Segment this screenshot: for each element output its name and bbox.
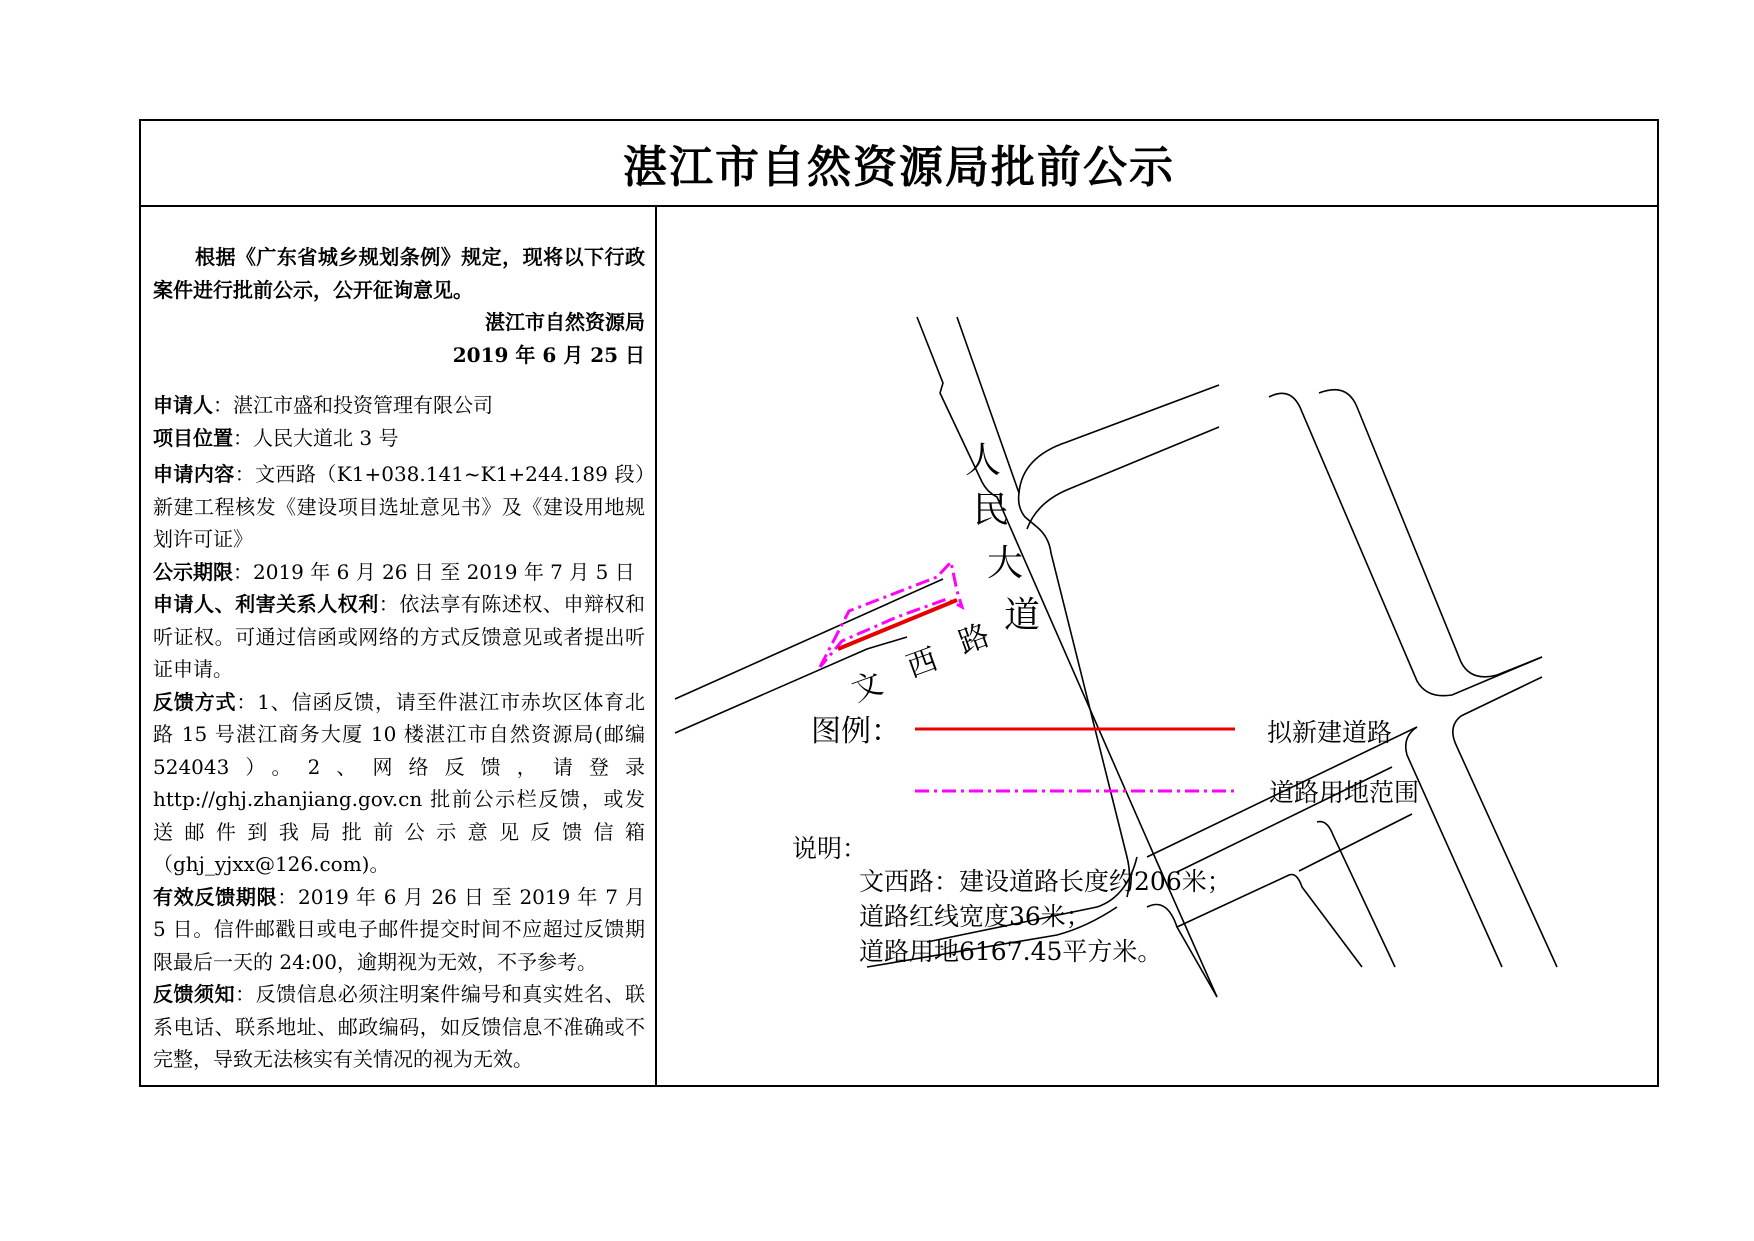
road-label-char: 西 — [902, 641, 943, 686]
rights-label: 申请人、利害关系人权利 — [153, 592, 379, 616]
content-value: ：文西路（K1+038.141~K1+244.189 段）新建工程核发《建设项目选址意见书》及《建设用地规划许可证》 — [153, 462, 646, 551]
page-title: 湛江市自然资源局批前公示 — [623, 142, 1175, 193]
legend-title: 图例： — [811, 714, 901, 749]
notice-value: ：反馈信息必须注明案件编号和真实姓名、联系电话、联系地址、邮政编码，如反馈信息不准确或不完整，导致无法核实有关情况的视为无效。 — [153, 982, 646, 1071]
intro-text: 根据《广东省城乡规划条例》规定，现将以下行政案件进行批前公示，公开征询意见。 — [153, 245, 645, 302]
deadline-label: 有效反馈期限 — [153, 884, 278, 909]
notice-text-column — [141, 207, 657, 1085]
road-label-char: 民 — [973, 490, 1010, 531]
road-edge — [1453, 716, 1557, 967]
note-line: 道路用地6167.45平方米。 — [859, 937, 1163, 966]
content-label: 申请内容 — [153, 462, 235, 486]
new-road-line — [838, 600, 957, 649]
period-row — [153, 556, 645, 589]
road-edge — [1027, 427, 1219, 529]
road-edge — [1299, 814, 1412, 871]
road-label-char: 道 — [1004, 595, 1041, 636]
notice-frame — [139, 119, 1659, 1087]
period-value: ：2019 年 6 月 26 日 至 2019 年 7 月 5 日 — [233, 559, 635, 584]
applicant-row — [153, 389, 645, 422]
location-value: ：人民大道北 3 号 — [233, 425, 399, 450]
road-edge — [957, 317, 1130, 897]
rights-row — [153, 588, 645, 686]
road-label-char: 大 — [987, 543, 1024, 584]
notice-label: 反馈须知 — [153, 982, 236, 1006]
feedback-value: ：1、信函反馈，请至件湛江市赤坎区体育北路 15 号湛江商务大厦 10 楼湛江市自然资源局(邮编 524043）。2、网络反馈，请登录 http://ghj.zhanjiang.gov.cn 批前公示栏反馈，或发送邮件到我局批前公示意见反馈信箱（ghj_yjxx@126.com)。 — [153, 689, 645, 876]
road-label-char: 人 — [965, 440, 1002, 481]
site-map-panel — [657, 207, 1657, 1085]
legend-new-road-label: 拟新建道路 — [1267, 718, 1393, 747]
issuer: 湛江市自然资源局 — [485, 310, 645, 334]
note-line: 道路红线宽度36米； — [859, 902, 1091, 931]
legend-land-range-label: 道路用地范围 — [1269, 778, 1420, 807]
feedback-label: 反馈方式 — [153, 689, 237, 714]
period-label: 公示期限 — [153, 559, 233, 584]
site-map — [657, 207, 1657, 1087]
road-label-char: 路 — [954, 617, 995, 662]
title-row — [141, 121, 1657, 207]
road-edge — [1319, 390, 1542, 677]
road-label-char: 文 — [847, 665, 888, 710]
road-edge — [1461, 677, 1542, 716]
road-edge — [1317, 822, 1395, 967]
road-edge — [1269, 393, 1542, 695]
applicant-value: ：湛江市盛和投资管理有限公司 — [213, 393, 493, 417]
location-label: 项目位置 — [153, 425, 233, 450]
note-line: 文西路：建设道路长度约206米； — [859, 867, 1232, 896]
location-row — [153, 422, 645, 455]
deadline-value: ：2019 年 6 月 26 日 至 2019 年 7 月 5 日。信件邮戳日或电子邮件提交时间不应超过反馈期限最后一天的 24:00，逾期视为无效，不予参考。 — [153, 884, 645, 974]
issue-date: 2019 年 6 月 25 日 — [452, 342, 645, 367]
feedback-row — [153, 686, 645, 881]
notice-row — [153, 978, 645, 1076]
deadline-row — [153, 881, 645, 979]
notes-title: 说明： — [792, 834, 868, 863]
road-edge — [1406, 727, 1502, 967]
land-range-boundary — [820, 562, 962, 667]
rights-value: ：依法享有陈述权、申辩权和听证权。可通过信函或网络的方式反馈意见或者提出听证申请。 — [153, 592, 646, 681]
applicant-label: 申请人 — [153, 393, 213, 417]
content-row — [153, 458, 645, 556]
